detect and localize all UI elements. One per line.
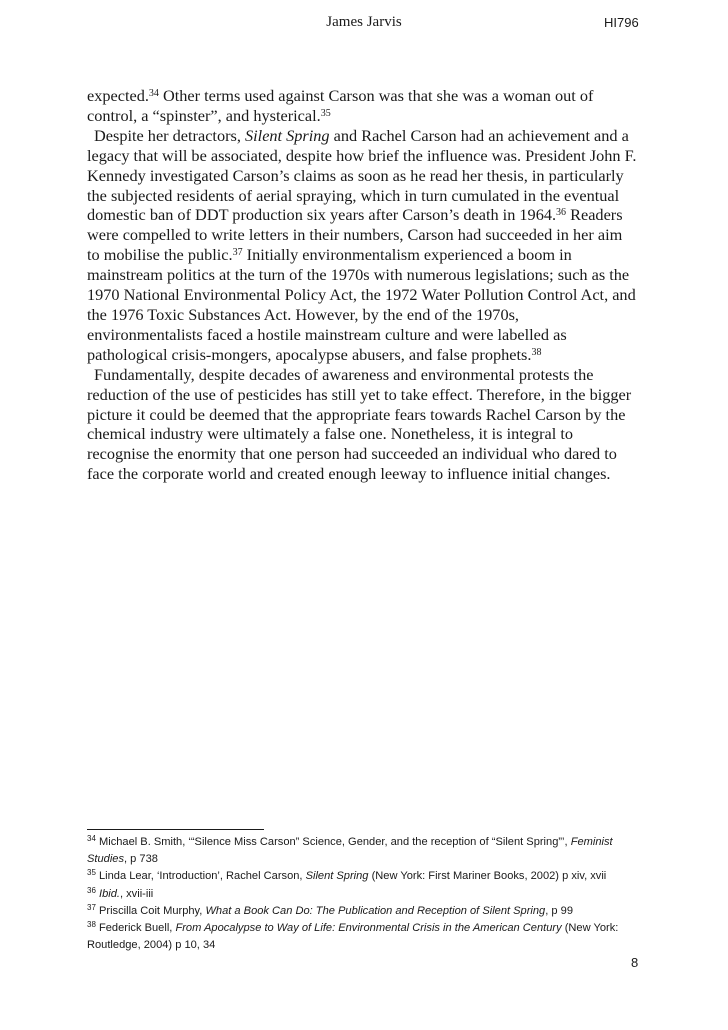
paragraph-2-text-a: Despite her detractors, — [94, 125, 245, 145]
footnote-ref-35[interactable]: 35 — [320, 107, 331, 119]
footnote-text: (New York: First Mariner Books, 2002) p xiv, xvii — [368, 870, 607, 883]
page-number: 8 — [631, 955, 639, 970]
footnote-ref-34[interactable]: 34 — [148, 88, 159, 99]
paragraph-2-text-c: Readers were compelled to write letters in their numbers, Carson had succeeded in her aim to mobilise the public. — [87, 205, 623, 265]
footnote-text: Linda Lear, ‘Introduction’, Rachel Carson, — [95, 870, 306, 883]
paragraph-1 — [87, 86, 637, 126]
paragraph-2-text-d: Initially environmentalism experienced a boom in mainstream politics at the turn of the 1970s with numerous legislations; such as the 1970 National Environmental Policy Act, the 1972 Water Pollution Control Act, and the 1976 Toxic Substances Act. However, by the end of the 1970s, environmentalists faced a hostile mainstream culture and were labelled as pathological crisis-mongers, apocalypse abusers, and false prophets. — [87, 245, 636, 364]
footnote-number: 38 — [87, 920, 96, 930]
footnote-text: , p 738 — [124, 853, 158, 866]
footnote-text: , xvii-iii — [119, 887, 154, 900]
footnote-title: Ibid. — [99, 887, 120, 900]
footnote-36 — [87, 886, 647, 903]
footnote-title: What a Book Can Do: The Publication and Reception of Silent Spring — [205, 904, 546, 917]
paragraph-1-text-b: Other terms used against Carson was that she was a woman out of control, a “spinster”, and hysterical. — [87, 86, 594, 125]
footnote-number: 35 — [87, 868, 96, 878]
paragraph-1-text-a: expected. — [87, 86, 149, 105]
footnote-37 — [87, 903, 647, 920]
header-author: James Jarvis — [326, 14, 402, 30]
footnote-number: 34 — [87, 834, 96, 843]
footnote-separator — [87, 829, 264, 830]
paragraph-2-text-b: and Rachel Carson had an achievement and a legacy that will be associated, despite how brief the influence was. President John F. Kennedy investigated Carson’s claims as soon as he read her thesis, in particularly the subjected residents of aerial spraying, which in turn cumulated in the eventual domestic ban of DDT production six years after Carson’s death in 1964. — [87, 125, 637, 225]
footnote-title: Silent Spring — [305, 870, 369, 883]
footnote-text: , p 99 — [545, 904, 573, 917]
footnote-text: Priscilla Coit Murphy, — [95, 904, 206, 917]
footnote-text: Federick Buell, — [95, 922, 176, 935]
footnote-35 — [87, 868, 647, 885]
footnote-ref-38[interactable]: 38 — [531, 346, 542, 358]
footnote-title: From Apocalypse to Way of Life: Environmental Crisis in the American Century — [175, 922, 562, 935]
footnote-ref-37[interactable]: 37 — [232, 247, 243, 259]
paragraph-3: Fundamentally, despite decades of awareness and environmental protests the reduction of the use of pesticides has still yet to take effect. Therefore, in the bigger picture it could be deemed that the appropriate fears towards Rachel Carson by the chemical industry were ultimately a false one. Nonetheless, it is integral to recognise the enormity that one person had succeeded an individual who dared to face the corporate world and created enough leeway to influence initial changes. — [87, 364, 632, 484]
footnote-ref-36[interactable]: 36 — [556, 207, 567, 219]
book-title-silent-spring: Silent Spring — [245, 125, 330, 145]
footnote-title: Feminist Studies — [87, 836, 613, 866]
body-text — [87, 86, 637, 484]
footnotes — [87, 834, 647, 954]
footnote-number: 36 — [87, 885, 96, 895]
paragraph-2 — [87, 126, 637, 365]
footnote-38 — [87, 920, 647, 954]
footnote-number: 37 — [87, 902, 96, 912]
footnote-34 — [87, 834, 647, 868]
footnote-text: Michael B. Smith, ‘“Silence Miss Carson” Science, Gender, and the reception of “Silent Spring”’, — [95, 836, 571, 848]
header-course-code: HI796 — [604, 15, 639, 30]
footnote-text: (New York: Routledge, 2004) p 10, 34 — [87, 922, 619, 952]
